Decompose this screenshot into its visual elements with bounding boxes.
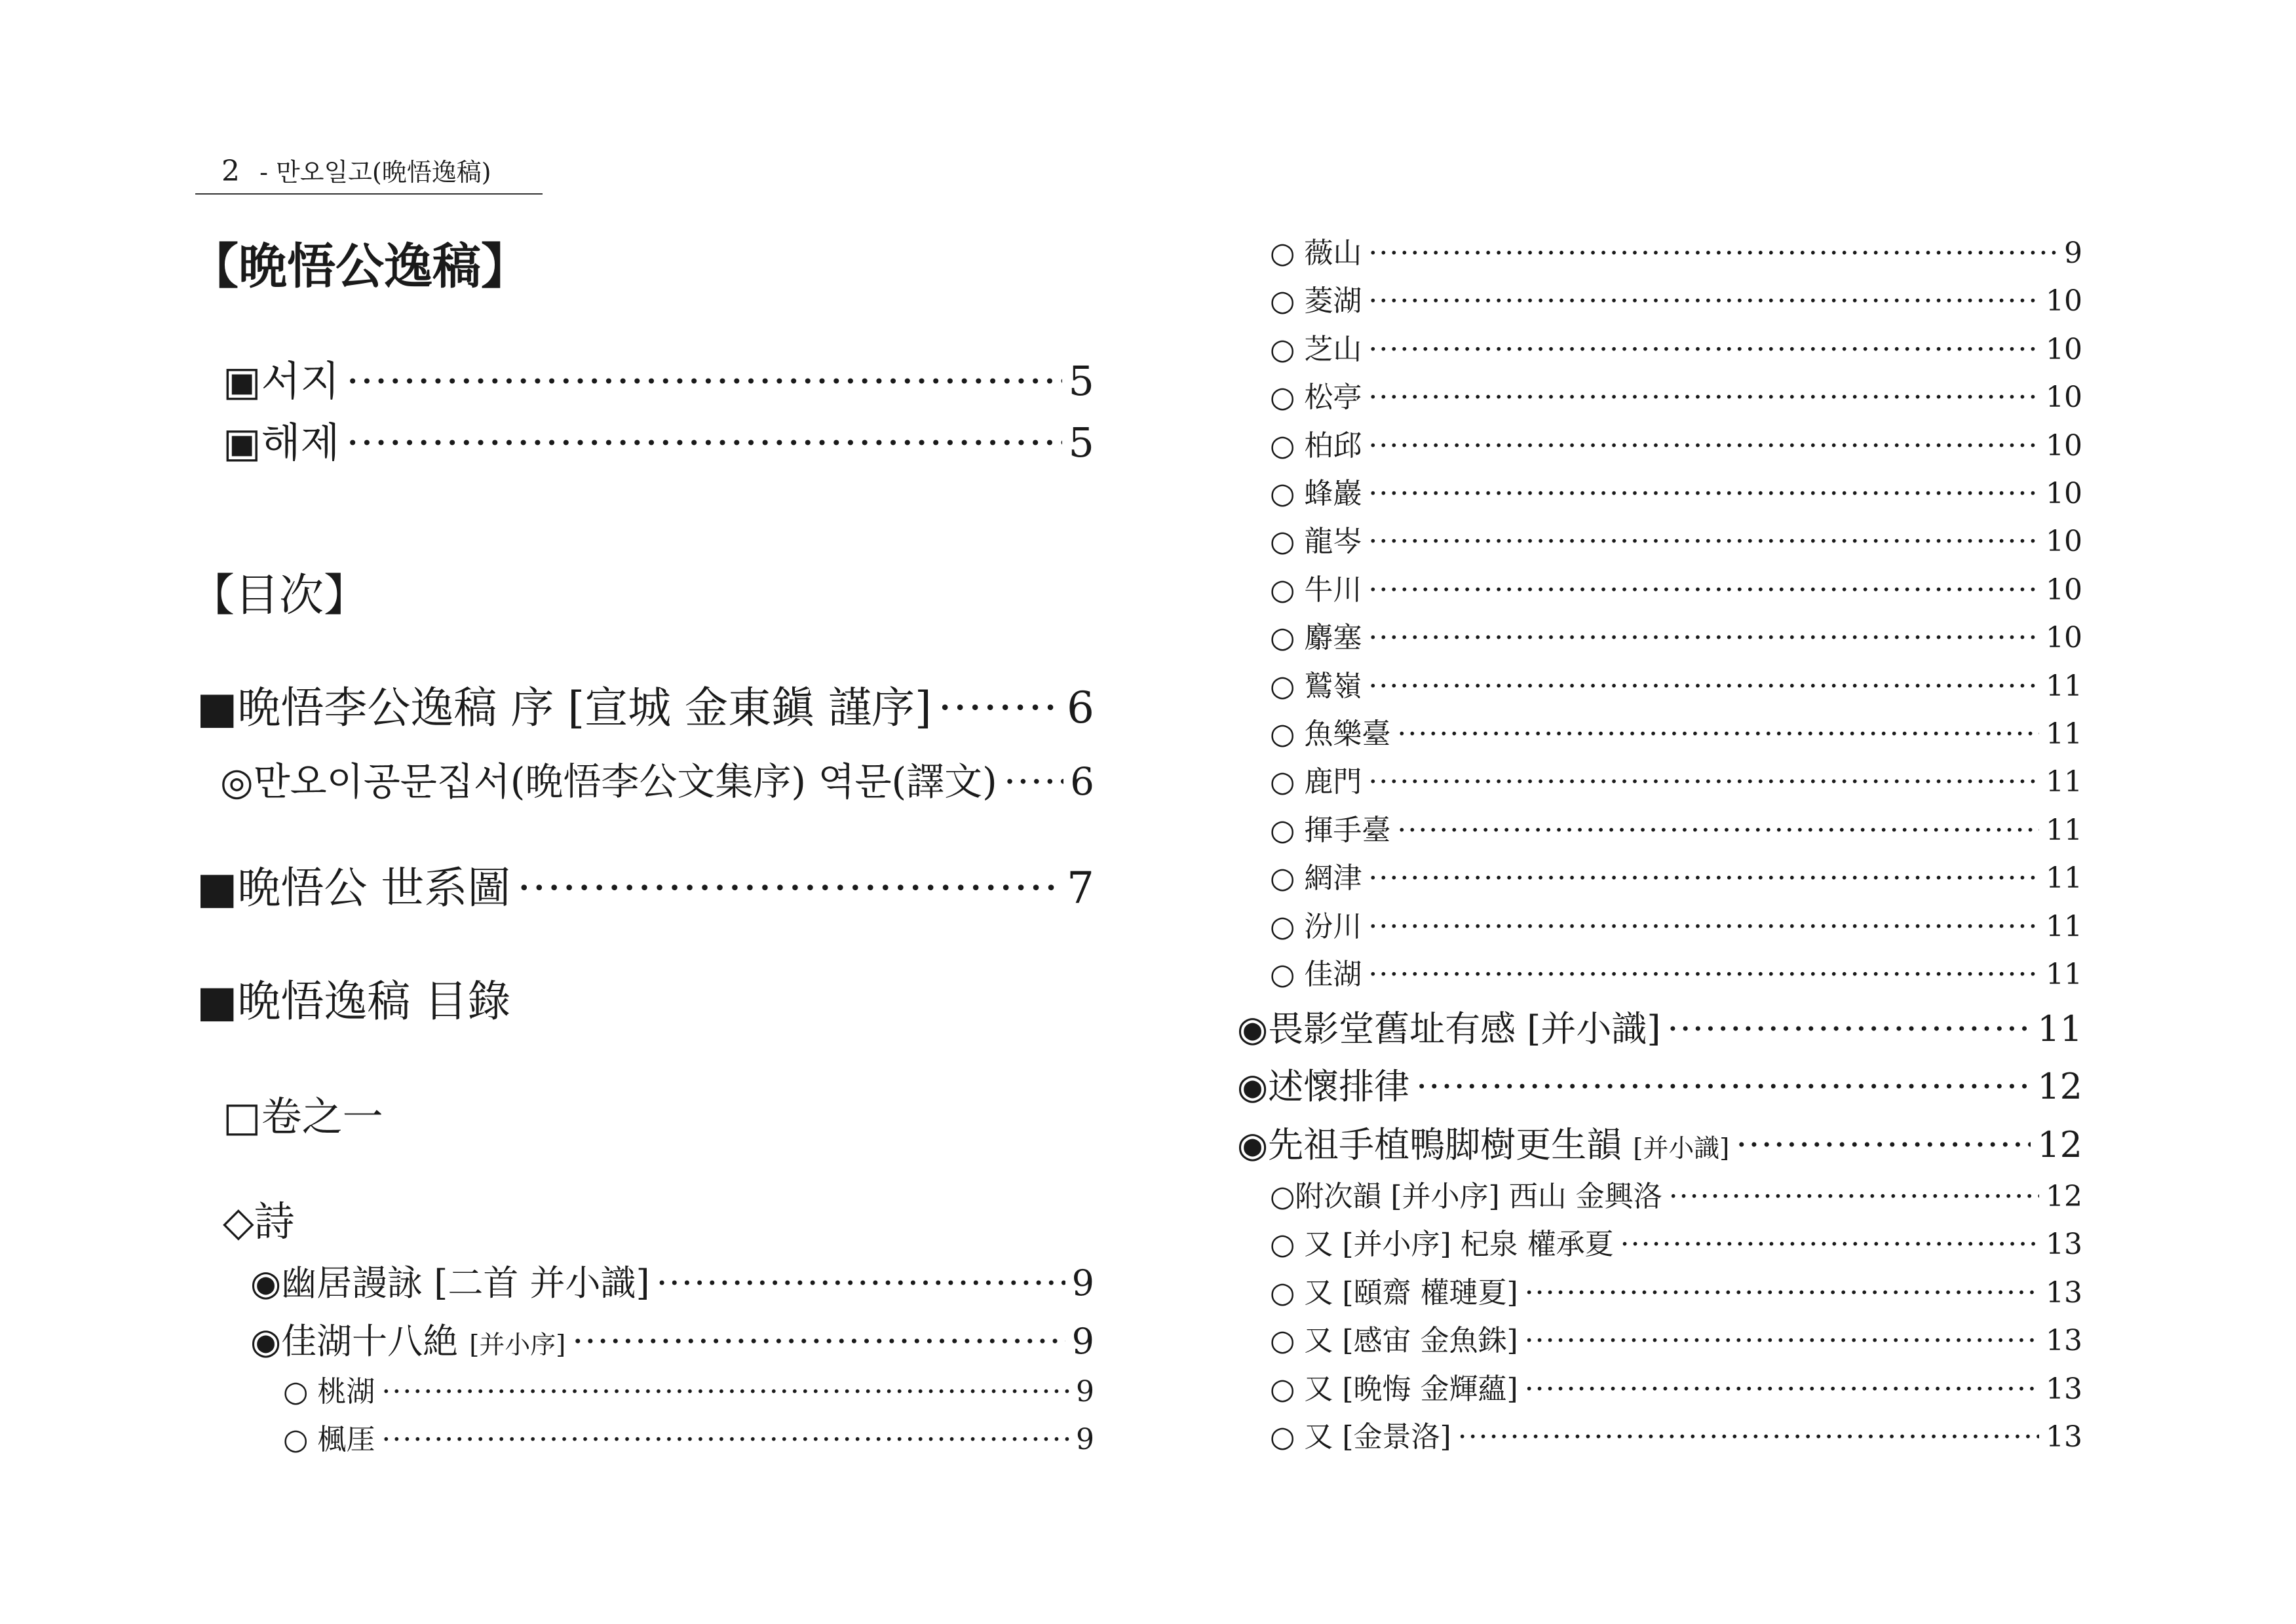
entry-label: ○ 松亭 xyxy=(1270,381,1362,415)
leader-dots xyxy=(1620,1228,2039,1261)
entry-label: ○ 柏邱 xyxy=(1270,428,1362,463)
entry-label: ◉畏影堂舊址有感 [并小識] xyxy=(1237,1008,1661,1049)
toc-entry-subitem[interactable] xyxy=(1270,1173,2082,1215)
entry-page: 10 xyxy=(2046,284,2082,318)
toc-entry-subitem[interactable] xyxy=(1270,1413,2082,1455)
toc-entry-preface-translation[interactable] xyxy=(220,751,1094,806)
leader-dots xyxy=(1368,765,2039,799)
leader-dots xyxy=(1458,1420,2039,1454)
entry-page: 10 xyxy=(2046,573,2082,607)
leader-dots xyxy=(517,863,1060,913)
toc-entry-subitem[interactable] xyxy=(1270,229,2082,271)
entry-label: ○ 楓厓 xyxy=(283,1423,375,1456)
entry-page: 13 xyxy=(2046,1228,2082,1262)
leader-dots xyxy=(346,357,1062,405)
entry-label: ○ 汾川 xyxy=(1270,909,1362,943)
entry-page: 6 xyxy=(1070,759,1094,804)
toc-entry-subitem[interactable] xyxy=(1270,373,2082,415)
toc-entry-commentary[interactable] xyxy=(223,410,1094,468)
entry-page: 11 xyxy=(2046,717,2082,751)
entry-label: ○ 蜂巖 xyxy=(1270,477,1362,510)
toc-entry-subitem[interactable] xyxy=(1270,470,2082,512)
entry-page: 10 xyxy=(2046,381,2082,415)
entry-label: ○ 又 [感宙 金魚銖] xyxy=(1270,1324,1518,1358)
entry-page: 13 xyxy=(2046,1372,2082,1406)
entry-label: ◉佳湖十八絶 xyxy=(250,1321,459,1362)
leader-dots xyxy=(1368,236,2057,270)
leader-dots xyxy=(938,683,1060,733)
entry-label: ○ 又 [頤齋 權璉夏] xyxy=(1270,1275,1518,1310)
entry-label-group xyxy=(1237,1117,1729,1167)
entry-label: ■晩悟李公逸稿 序 [宣城 金東鎭 謹序] xyxy=(197,683,932,733)
entry-page: 9 xyxy=(1076,1423,1094,1456)
leader-dots xyxy=(346,419,1062,466)
entry-page: 11 xyxy=(2046,813,2082,847)
leader-dots xyxy=(1368,670,2039,703)
entry-label: ○ 魚樂臺 xyxy=(1270,717,1391,751)
entry-page: 10 xyxy=(2046,477,2082,510)
entry-label: ○ 芝山 xyxy=(1270,332,1362,366)
entry-page: 12 xyxy=(2037,1124,2082,1165)
leader-dots xyxy=(1525,1324,2039,1357)
toc-title: 【目次】 xyxy=(190,570,369,622)
entry-page: 11 xyxy=(2037,1008,2082,1049)
entry-label: ○ 揮手臺 xyxy=(1270,813,1391,847)
entry-page: 12 xyxy=(2046,1180,2082,1213)
toc-entry-poem[interactable] xyxy=(250,1255,1094,1306)
entry-page: 11 xyxy=(2046,958,2082,991)
entry-page: 13 xyxy=(2046,1275,2082,1310)
entry-label: ○ 佳湖 xyxy=(1270,958,1362,991)
toc-entry-subitem[interactable] xyxy=(1270,422,2082,464)
main-title: 【晩悟公逸稿】 xyxy=(190,238,529,295)
catalog-title: ■晩悟逸稿 目錄 xyxy=(197,976,511,1027)
leader-dots xyxy=(1397,814,2039,847)
entry-page: 11 xyxy=(2046,861,2082,896)
entry-label: ▣서지 xyxy=(223,357,340,405)
entry-page: 6 xyxy=(1067,683,1094,733)
page-number: 2 xyxy=(221,155,240,188)
entry-label: ◉幽居謾詠 [二首 并小識] xyxy=(250,1262,650,1304)
leader-dots xyxy=(1525,1372,2039,1406)
entry-page: 5 xyxy=(1068,419,1094,466)
entry-label: ○ 鷲嶺 xyxy=(1270,669,1362,703)
toc-entry-subitem[interactable] xyxy=(1270,1269,2082,1311)
leader-dots xyxy=(1368,284,2039,318)
entry-label: ○ 龍岑 xyxy=(1270,525,1362,559)
leader-dots xyxy=(381,1423,1069,1456)
entry-label: ◎만오이공문집서(晩悟李公文集序) 역문(譯文) xyxy=(220,759,997,804)
toc-entry-subitem[interactable] xyxy=(1270,903,2082,945)
toc-entry-genealogy[interactable] xyxy=(197,853,1094,915)
entry-label: ○ 麝塞 xyxy=(1270,621,1362,655)
leader-dots xyxy=(1368,861,2039,895)
entry-page: 9 xyxy=(1076,1375,1094,1408)
leader-dots xyxy=(657,1262,1065,1304)
entry-page: 11 xyxy=(2046,765,2082,799)
toc-entry-subitem[interactable] xyxy=(1270,806,2082,848)
toc-entry-subitem[interactable] xyxy=(1270,758,2082,800)
entry-label: ○ 又 [金景洛] xyxy=(1270,1420,1451,1454)
toc-entry-subitem[interactable] xyxy=(1270,566,2082,608)
toc-entry-poem[interactable] xyxy=(250,1313,1094,1364)
toc-entry-poem[interactable] xyxy=(1237,1117,2082,1167)
leader-dots xyxy=(1368,958,2039,991)
leader-dots xyxy=(1736,1124,2031,1165)
toc-entry-subitem[interactable] xyxy=(1270,710,2082,752)
leader-dots xyxy=(1525,1276,2039,1310)
toc-entry-preface[interactable] xyxy=(197,673,1094,735)
toc-entry-subitem[interactable] xyxy=(1270,662,2082,704)
running-header xyxy=(195,152,543,195)
leader-dots xyxy=(1667,1008,2031,1049)
leader-dots xyxy=(1368,333,2039,366)
entry-label: ■晩悟公 世系圖 xyxy=(197,863,511,913)
genre-heading: ◇詩 xyxy=(223,1198,295,1245)
toc-entry-subitem[interactable] xyxy=(283,1416,1094,1458)
toc-entry-subitem[interactable] xyxy=(1270,326,2082,368)
toc-entry-subitem[interactable] xyxy=(283,1368,1094,1410)
entry-page: 5 xyxy=(1068,357,1094,405)
entry-label: ○ 又 [晩悔 金輝蘊] xyxy=(1270,1372,1518,1406)
toc-entry-subitem[interactable] xyxy=(1270,1365,2082,1407)
entry-label: ○ 鹿門 xyxy=(1270,765,1362,799)
toc-entry-subitem[interactable] xyxy=(1270,1317,2082,1359)
leader-dots xyxy=(1397,717,2039,751)
toc-entry-poem[interactable] xyxy=(1237,1059,2082,1109)
toc-entry-subitem[interactable] xyxy=(1270,614,2082,656)
entry-page: 13 xyxy=(2046,1324,2082,1358)
entry-page: 10 xyxy=(2046,525,2082,559)
entry-label: ◉述懷排律 xyxy=(1237,1066,1410,1107)
toc-entry-subitem[interactable] xyxy=(1270,1220,2082,1262)
entry-page: 7 xyxy=(1067,863,1094,913)
entry-page: 13 xyxy=(2046,1420,2082,1454)
toc-entry-subitem[interactable] xyxy=(1270,518,2082,559)
leader-dots xyxy=(1416,1066,2031,1107)
leader-dots xyxy=(1368,381,2039,414)
leader-dots xyxy=(1368,573,2039,607)
entry-label: ○ 桃湖 xyxy=(283,1375,375,1408)
entry-label: ▣해제 xyxy=(223,419,340,466)
entry-label: ○ 薇山 xyxy=(1270,236,1362,270)
header-dash: - xyxy=(259,158,268,187)
entry-page: 12 xyxy=(2037,1066,2082,1107)
leader-dots xyxy=(1368,477,2039,510)
entry-label-group xyxy=(250,1313,565,1364)
entry-note: [并小識] xyxy=(1633,1134,1730,1163)
entry-label: ○ 又 [并小序] 杞泉 權承夏 xyxy=(1270,1228,1614,1262)
entry-label: ○ 菱湖 xyxy=(1270,284,1362,318)
entry-label: ◉先祖手植鴨脚樹更生韻 xyxy=(1237,1124,1622,1165)
entry-page: 9 xyxy=(1071,1321,1094,1362)
toc-entry-subitem[interactable] xyxy=(1270,854,2082,896)
toc-entry-bibliography[interactable] xyxy=(223,349,1094,407)
entry-note: [并小序] xyxy=(469,1331,566,1360)
entry-page: 10 xyxy=(2046,428,2082,463)
entry-page: 11 xyxy=(2046,909,2082,943)
entry-page: 10 xyxy=(2046,332,2082,366)
leader-dots xyxy=(572,1321,1065,1362)
header-book-title: 만오일고(晩悟逸稿) xyxy=(276,158,491,187)
entry-label: ○ 網津 xyxy=(1270,861,1362,896)
entry-label: ○附次韻 [并小序] 西山 金興洛 xyxy=(1270,1180,1662,1213)
entry-page: 10 xyxy=(2046,621,2082,655)
entry-label: ○ 牛川 xyxy=(1270,573,1362,607)
leader-dots xyxy=(1368,621,2039,654)
leader-dots xyxy=(1368,910,2039,943)
leader-dots xyxy=(1368,429,2039,463)
leader-dots xyxy=(1004,759,1063,804)
toc-entry-poem[interactable] xyxy=(1237,1001,2082,1051)
volume-heading: □卷之一 xyxy=(223,1093,383,1141)
entry-page: 9 xyxy=(1071,1262,1094,1304)
leader-dots xyxy=(381,1375,1069,1408)
leader-dots xyxy=(1368,525,2039,558)
toc-entry-subitem[interactable] xyxy=(1270,951,2082,992)
toc-entry-subitem[interactable] xyxy=(1270,277,2082,319)
entry-page: 9 xyxy=(2064,236,2082,270)
entry-page: 11 xyxy=(2046,669,2082,703)
leader-dots xyxy=(1669,1180,2039,1213)
